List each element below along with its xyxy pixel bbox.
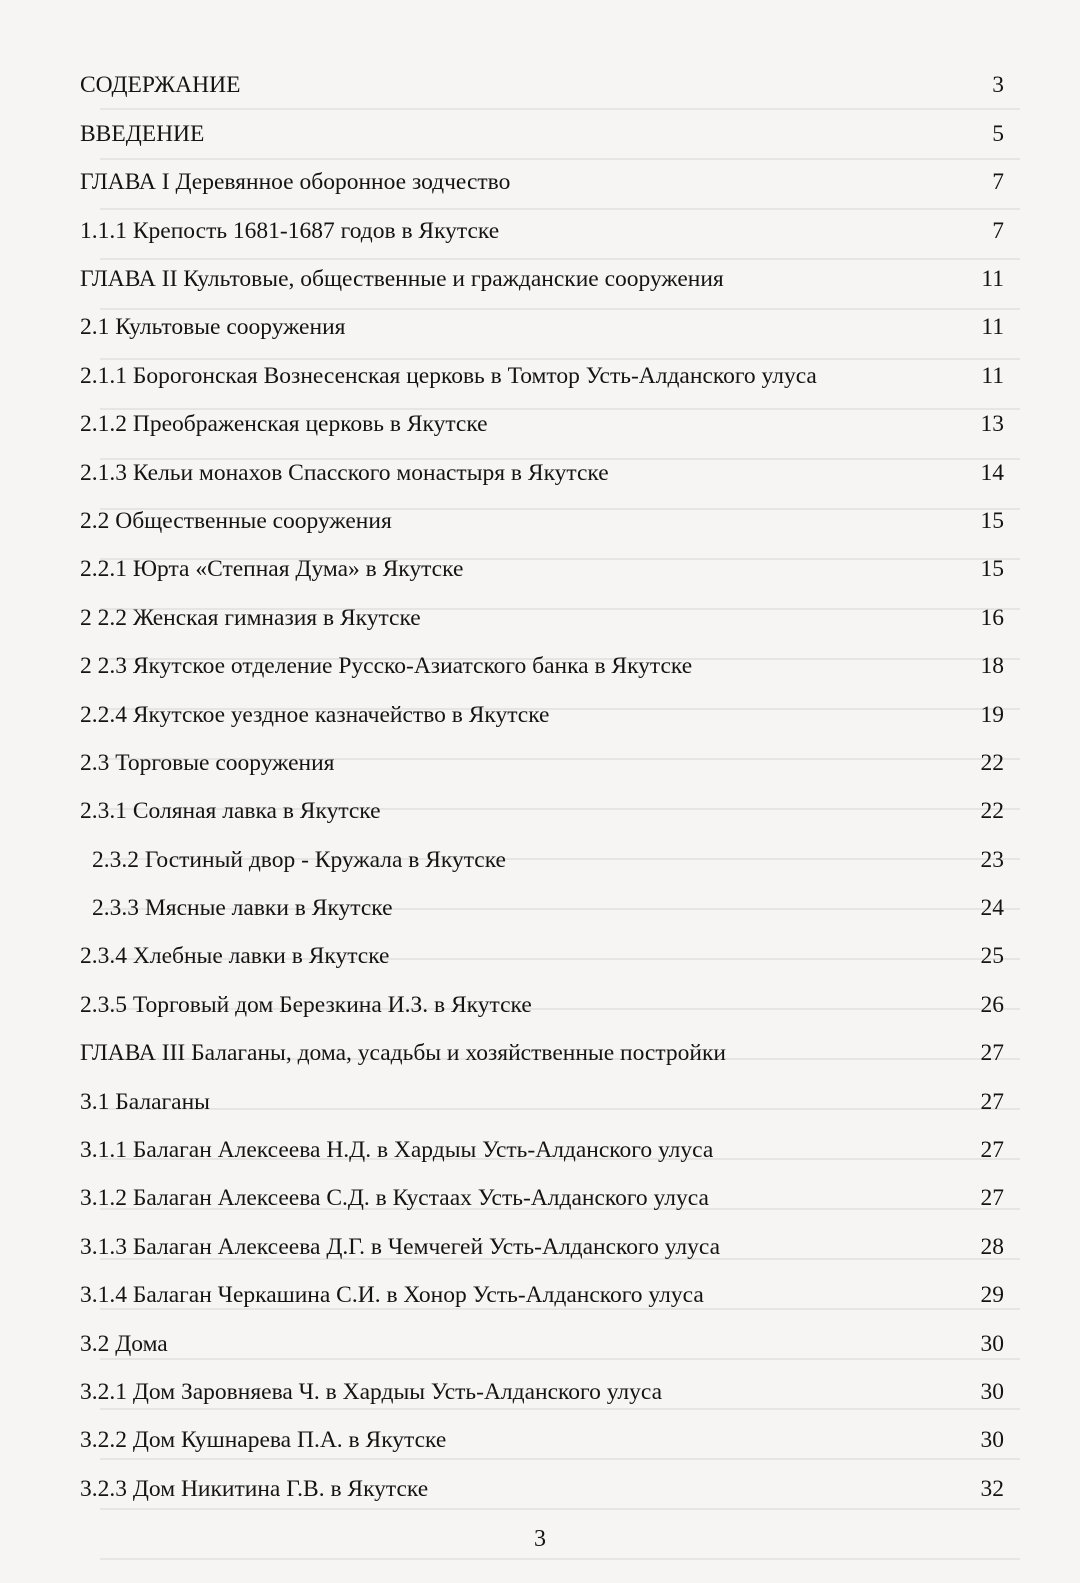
toc-entry-title: ГЛАВА II Культовые, общественные и гражданские сооружения [80,268,724,292]
toc-entry-title: 2.3.2 Гостиный двор - Кружала в Якутске [92,848,506,873]
toc-entry-page: 27 [980,1040,1004,1067]
toc-entry [80,1078,1004,1126]
toc-entry [80,1272,1004,1320]
toc-entry-title: 3.1.1 Балаган Алексеева Н.Д. в Хардыы Усть-Алданского улуса [80,1139,714,1163]
toc-entry-page: 11 [981,314,1004,341]
toc-entry-title: 2.1.1 Борогонская Вознесенская церковь в Томтор Усть-Алданского улуса [80,364,817,389]
toc-entry-page: 29 [980,1282,1004,1309]
toc-entry-title: СОДЕРЖАНИЕ [80,74,241,98]
toc-entry-title: 3.2.1 Дом Заровняева Ч. в Хардыы Усть-Алданского улуса [80,1380,663,1405]
toc-entry-page: 18 [980,653,1004,680]
toc-entry-title: ВВЕДЕНИЕ [80,122,205,147]
toc-entry-page: 16 [980,604,1004,631]
toc-entry-page: 27 [980,1137,1004,1164]
toc-entry [80,1320,1004,1368]
toc-entry [80,643,1004,691]
toc-entry [80,401,1004,449]
toc-entry-page: 7 [992,217,1004,244]
toc-entry-title: 2.1.2 Преображенская церковь в Якутске [80,413,488,437]
toc-entry-page: 22 [980,798,1004,825]
table-of-contents [80,62,1004,1514]
page-number: 3 [534,1526,546,1552]
toc-entry [80,1030,1004,1078]
toc-entry-page: 28 [980,1233,1004,1260]
toc-entry-page: 15 [980,556,1004,583]
toc-entry-page: 13 [980,411,1004,438]
toc-entry [80,1175,1004,1223]
toc-entry-page: 23 [980,846,1004,873]
toc-entry-title: 3.2.3 Дом Никитина Г.В. в Якутске [80,1477,429,1502]
toc-entry-page: 5 [992,120,1004,147]
toc-entry-page: 14 [980,459,1004,486]
toc-entry-title: 2 2.2 Женская гимназия в Якутске [80,606,421,631]
toc-entry-title: ГЛАВА I Деревянное оборонное зодчество [80,171,511,195]
toc-entry [80,498,1004,546]
toc-entry [80,1417,1004,1465]
toc-entry-page: 7 [992,169,1004,196]
toc-entry-page: 30 [980,1378,1004,1405]
toc-entry-page: 25 [980,943,1004,970]
toc-entry-page: 24 [980,895,1004,922]
toc-entry-page: 15 [980,507,1004,534]
toc-entry-title: 2.2.4 Якутское уездное казначейство в Якутске [80,703,550,728]
toc-entry [80,304,1004,352]
toc-entry [80,981,1004,1029]
toc-entry [80,1223,1004,1271]
toc-entry [80,352,1004,400]
toc-entry [80,159,1004,207]
toc-entry-title: 2 2.3 Якутское отделение Русско-Азиатского банка в Якутске [80,655,693,679]
toc-entry-title: 2.3.4 Хлебные лавки в Якутске [80,945,390,969]
toc-entry-title: 2.3.5 Торговый дом Березкина И.З. в Якутске [80,993,532,1018]
toc-entry-title: 2.2.1 Юрта «Степная Дума» в Якутске [80,558,464,582]
toc-entry-title: 2.3.1 Соляная лавка в Якутске [80,800,381,824]
toc-entry-title: 3.1.4 Балаган Черкашина С.И. в Хонор Усть-Алданского улуса [80,1284,704,1308]
toc-entry [80,739,1004,787]
toc-entry [80,933,1004,981]
toc-entry-title: 3.2.2 Дом Кушнарева П.А. в Якутске [80,1429,447,1453]
toc-entry-page: 3 [992,72,1004,99]
toc-entry [80,691,1004,739]
toc-entry-page: 27 [980,1088,1004,1115]
toc-entry [80,110,1004,158]
toc-entry [80,1369,1004,1417]
toc-entry-page: 27 [980,1185,1004,1212]
toc-entry-page: 30 [980,1330,1004,1357]
toc-entry-page: 11 [981,362,1004,389]
toc-entry-title: 3.2 Дома [80,1332,168,1357]
toc-entry-title: 2.2 Общественные сооружения [80,509,392,534]
toc-entry [80,594,1004,642]
toc-entry [80,788,1004,836]
toc-entry-title: 3.1 Балаганы [80,1090,210,1115]
toc-entry-page: 32 [980,1475,1004,1502]
toc-entry-title: 3.1.2 Балаган Алексеева С.Д. в Кустаах Усть-Алданского улуса [80,1187,709,1211]
toc-entry [80,1127,1004,1175]
toc-entry [80,836,1004,884]
toc-entry [80,449,1004,497]
toc-entry-page: 30 [980,1427,1004,1454]
toc-entry [80,546,1004,594]
toc-entry-page: 26 [980,991,1004,1018]
toc-entry [80,62,1004,110]
toc-entry [80,1465,1004,1513]
toc-entry-title: 2.1.3 Кельи монахов Спасского монастыря в Якутске [80,461,609,486]
toc-entry-title: 2.3 Торговые сооружения [80,751,335,776]
toc-entry-title: 3.1.3 Балаган Алексеева Д.Г. в Чемчегей Усть-Алданского улуса [80,1235,721,1260]
toc-entry-page: 19 [980,701,1004,728]
toc-entry-title: ГЛАВА III Балаганы, дома, усадьбы и хозяйственные постройки [80,1042,726,1066]
toc-entry-page: 11 [981,266,1004,292]
toc-entry [80,885,1004,933]
toc-entry [80,256,1004,304]
toc-entry-title: 2.3.3 Мясные лавки в Якутске [92,897,393,921]
toc-entry-page: 22 [980,749,1004,776]
toc-entry-title: 1.1.1 Крепость 1681-1687 годов в Якутске [80,219,500,244]
toc-entry-title: 2.1 Культовые сооружения [80,316,346,340]
toc-entry [80,207,1004,255]
